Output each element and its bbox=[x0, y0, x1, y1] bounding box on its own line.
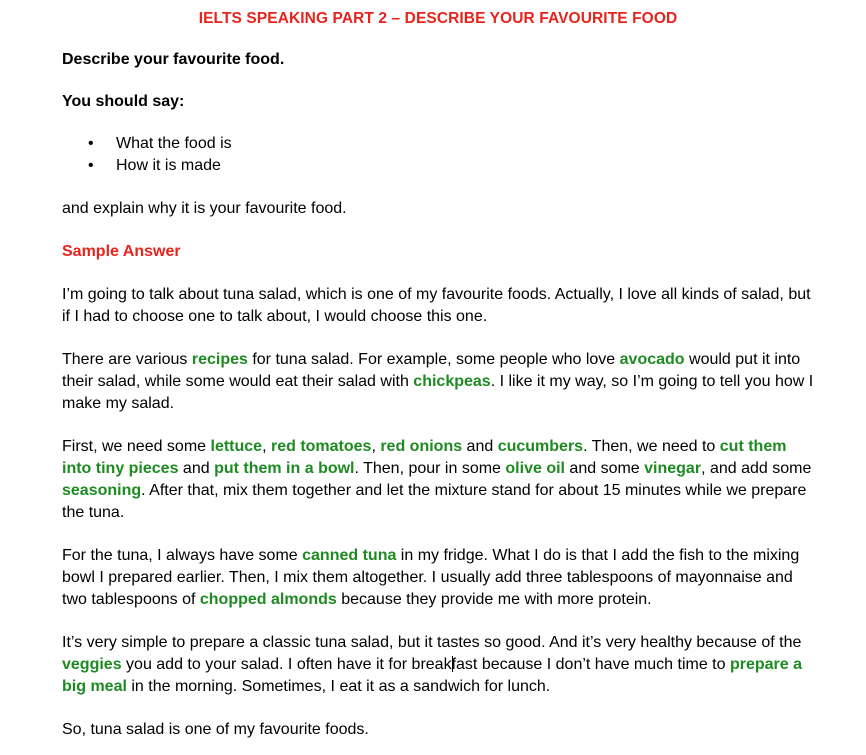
vocab-highlight: avocado bbox=[619, 351, 685, 368]
answer-conclusion: So, tuna salad is one of my favourite foods. bbox=[62, 721, 369, 738]
page-title: IELTS SPEAKING PART 2 – DESCRIBE YOUR FAVOURITE FOOD bbox=[198, 10, 678, 27]
answer-paragraph-5: It’s very simple to prepare a classic tuna salad, but it tastes so good. And it’s very healthy because of the veggies you add to your salad. I often have it for breakfast because I don’t have much time to prepare a big meal in the morning. Sometimes, I eat it as a sandwich for lunch. bbox=[62, 634, 802, 695]
vocab-highlight: prepare a big meal bbox=[62, 656, 802, 695]
vocab-highlight: seasoning bbox=[62, 482, 142, 499]
vocab-highlight: cut them into tiny pieces bbox=[62, 438, 787, 477]
answer-paragraph-2: There are various recipes for tuna salad. For example, some people who love avocado would put it into their salad, while some would eat their salad with chickpeas. I like it my way, so I’m going to tell you how I make my salad. bbox=[62, 351, 814, 412]
answer-paragraph-3: First, we need some lettuce, red tomatoes, red onions and cucumbers. Then, we need to cut them into tiny pieces and put them in a bowl. Then, pour in some olive oil and some vinegar, and add some seasoning. After that, mix them together and let the mixture stand for about 15 minutes while we prepare the tuna. bbox=[62, 438, 812, 521]
vocab-highlight: red tomatoes bbox=[270, 438, 372, 455]
cue-item: • What the food is bbox=[62, 133, 814, 155]
vocab-highlight: veggies bbox=[62, 656, 122, 673]
vocab-highlight: olive oil bbox=[505, 460, 565, 477]
answer-paragraph-1: I’m going to talk about tuna salad, which is one of my favourite foods. Actually, I love all kinds of salad, but if I had to choose one to talk about, I would choose this one. bbox=[62, 286, 811, 325]
cue-item: • How it is made bbox=[62, 155, 814, 177]
vocab-highlight: put them in a bowl bbox=[214, 460, 355, 477]
you-should-say-label: You should say: bbox=[62, 93, 185, 110]
explain-line: and explain why it is your favourite food. bbox=[62, 200, 347, 217]
vocab-highlight: lettuce bbox=[210, 438, 263, 455]
vocab-highlight: vinegar bbox=[644, 460, 702, 477]
vocab-highlight: chopped almonds bbox=[199, 591, 337, 608]
task-prompt: Describe your favourite food. bbox=[62, 51, 285, 68]
vocab-highlight: recipes bbox=[191, 351, 248, 368]
answer-paragraph-4: For the tuna, I always have some canned tuna in my fridge. What I do is that I add the fish to the mixing bowl I prepared earlier. Then, I mix them altogether. I usually add three tablespoons of mayonnaise and two tablespoons of chopped almonds because they provide me with more protein. bbox=[62, 547, 800, 608]
vocab-highlight: cucumbers bbox=[497, 438, 584, 455]
cue-list bbox=[62, 133, 814, 177]
vocab-highlight: red onions bbox=[380, 438, 463, 455]
sample-answer-heading: Sample Answer bbox=[62, 243, 181, 260]
vocab-highlight: chickpeas bbox=[413, 373, 491, 390]
vocab-highlight: canned tuna bbox=[302, 547, 397, 564]
